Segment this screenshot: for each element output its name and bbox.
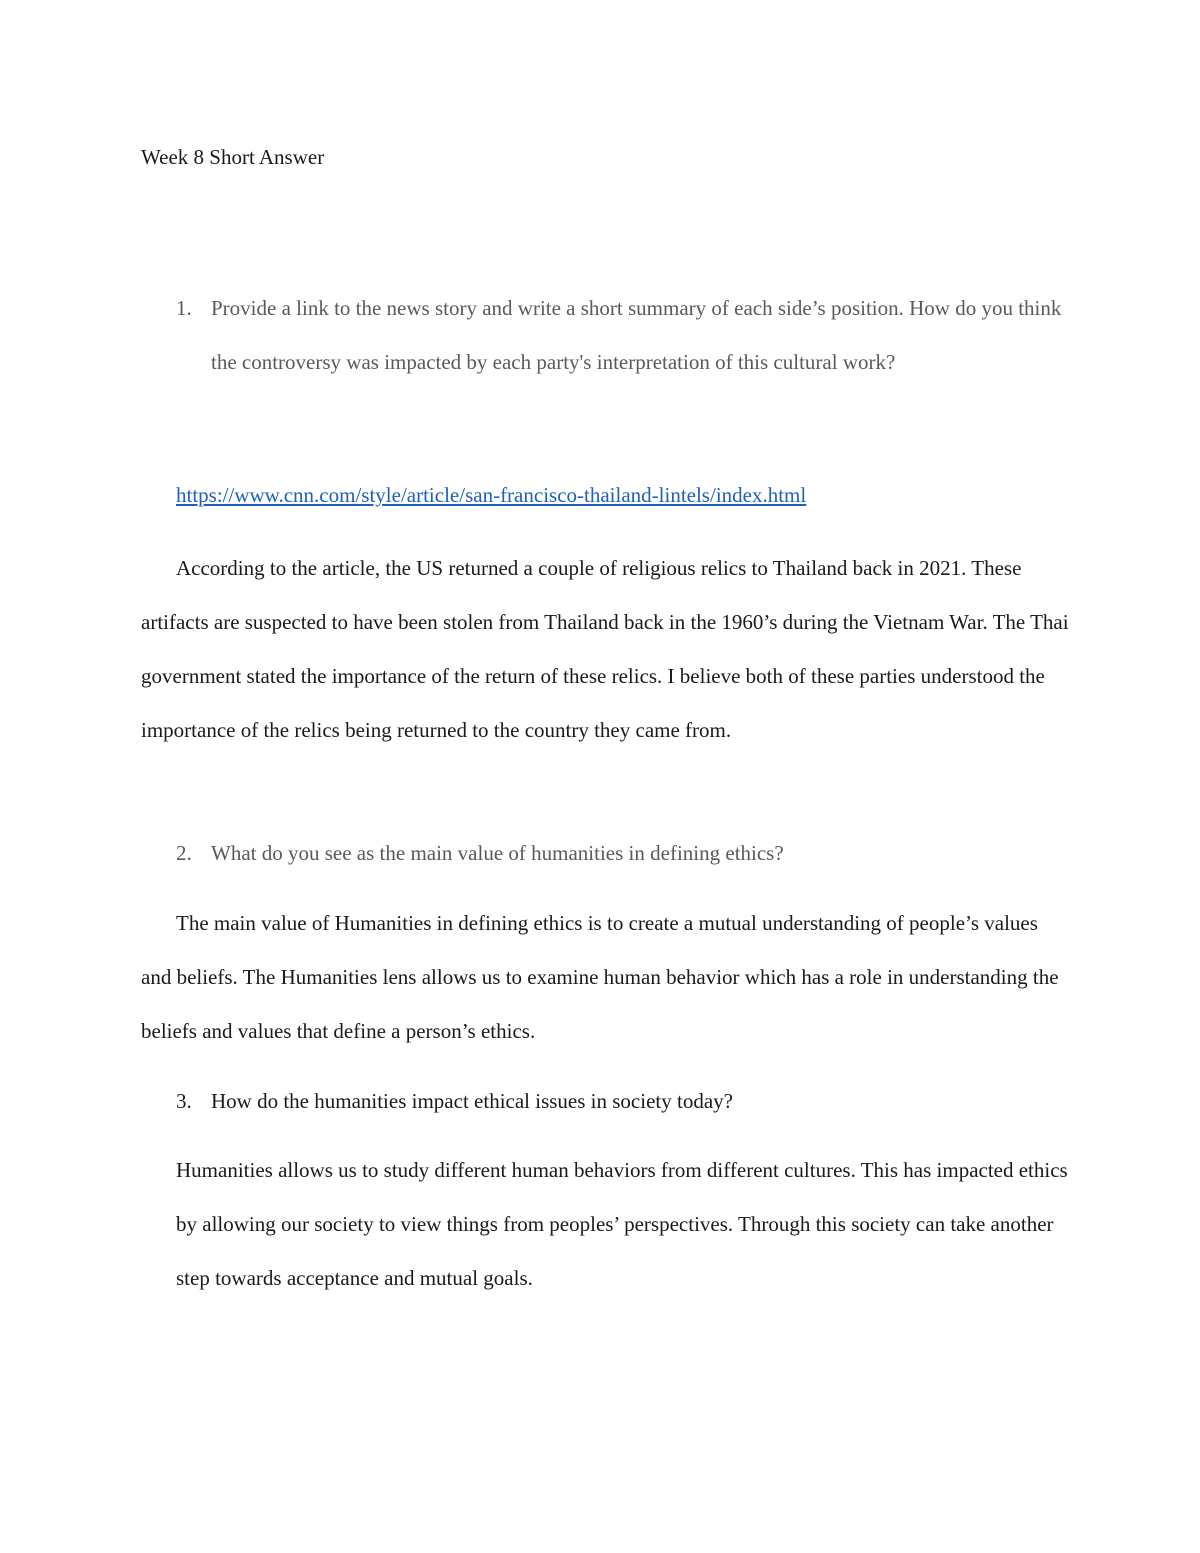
news-story-link[interactable]: https://www.cnn.com/style/article/san-francisco-thailand-lintels/index.html [176, 483, 807, 507]
document-title: Week 8 Short Answer [141, 145, 325, 169]
question-1-number: 1. [176, 296, 192, 320]
question-2-number: 2. [176, 841, 192, 865]
question-3-text: How do the humanities impact ethical issues in society today? [211, 1089, 733, 1113]
answer-2-paragraph: The main value of Humanities in defining ethics is to create a mutual understanding of people’s values and beliefs. The Humanities lens allows us to examine human behavior which has a role in understanding the beliefs and values that define a person’s ethics. [141, 911, 1059, 1043]
question-1-text: Provide a link to the news story and write a short summary of each side’s position. How do you think the controversy was impacted by each party's interpretation of this cultural work? [211, 296, 1062, 374]
question-3-number: 3. [176, 1089, 192, 1113]
answer-1-paragraph: According to the article, the US returned a couple of religious relics to Thailand back in 2021. These artifacts are suspected to have been stolen from Thailand back in the 1960’s during the Vietnam War. The Thai government stated the importance of the return of these relics. I believe both of these parties understood the importance of the relics being returned to the country they came from. [141, 556, 1069, 742]
answer-3-paragraph: Humanities allows us to study different human behaviors from different cultures. This has impacted ethics by allowing our society to view things from peoples’ perspectives. Through this society can take another step towards acceptance and mutual goals. [176, 1158, 1068, 1290]
question-2-text: What do you see as the main value of humanities in defining ethics? [211, 841, 784, 865]
